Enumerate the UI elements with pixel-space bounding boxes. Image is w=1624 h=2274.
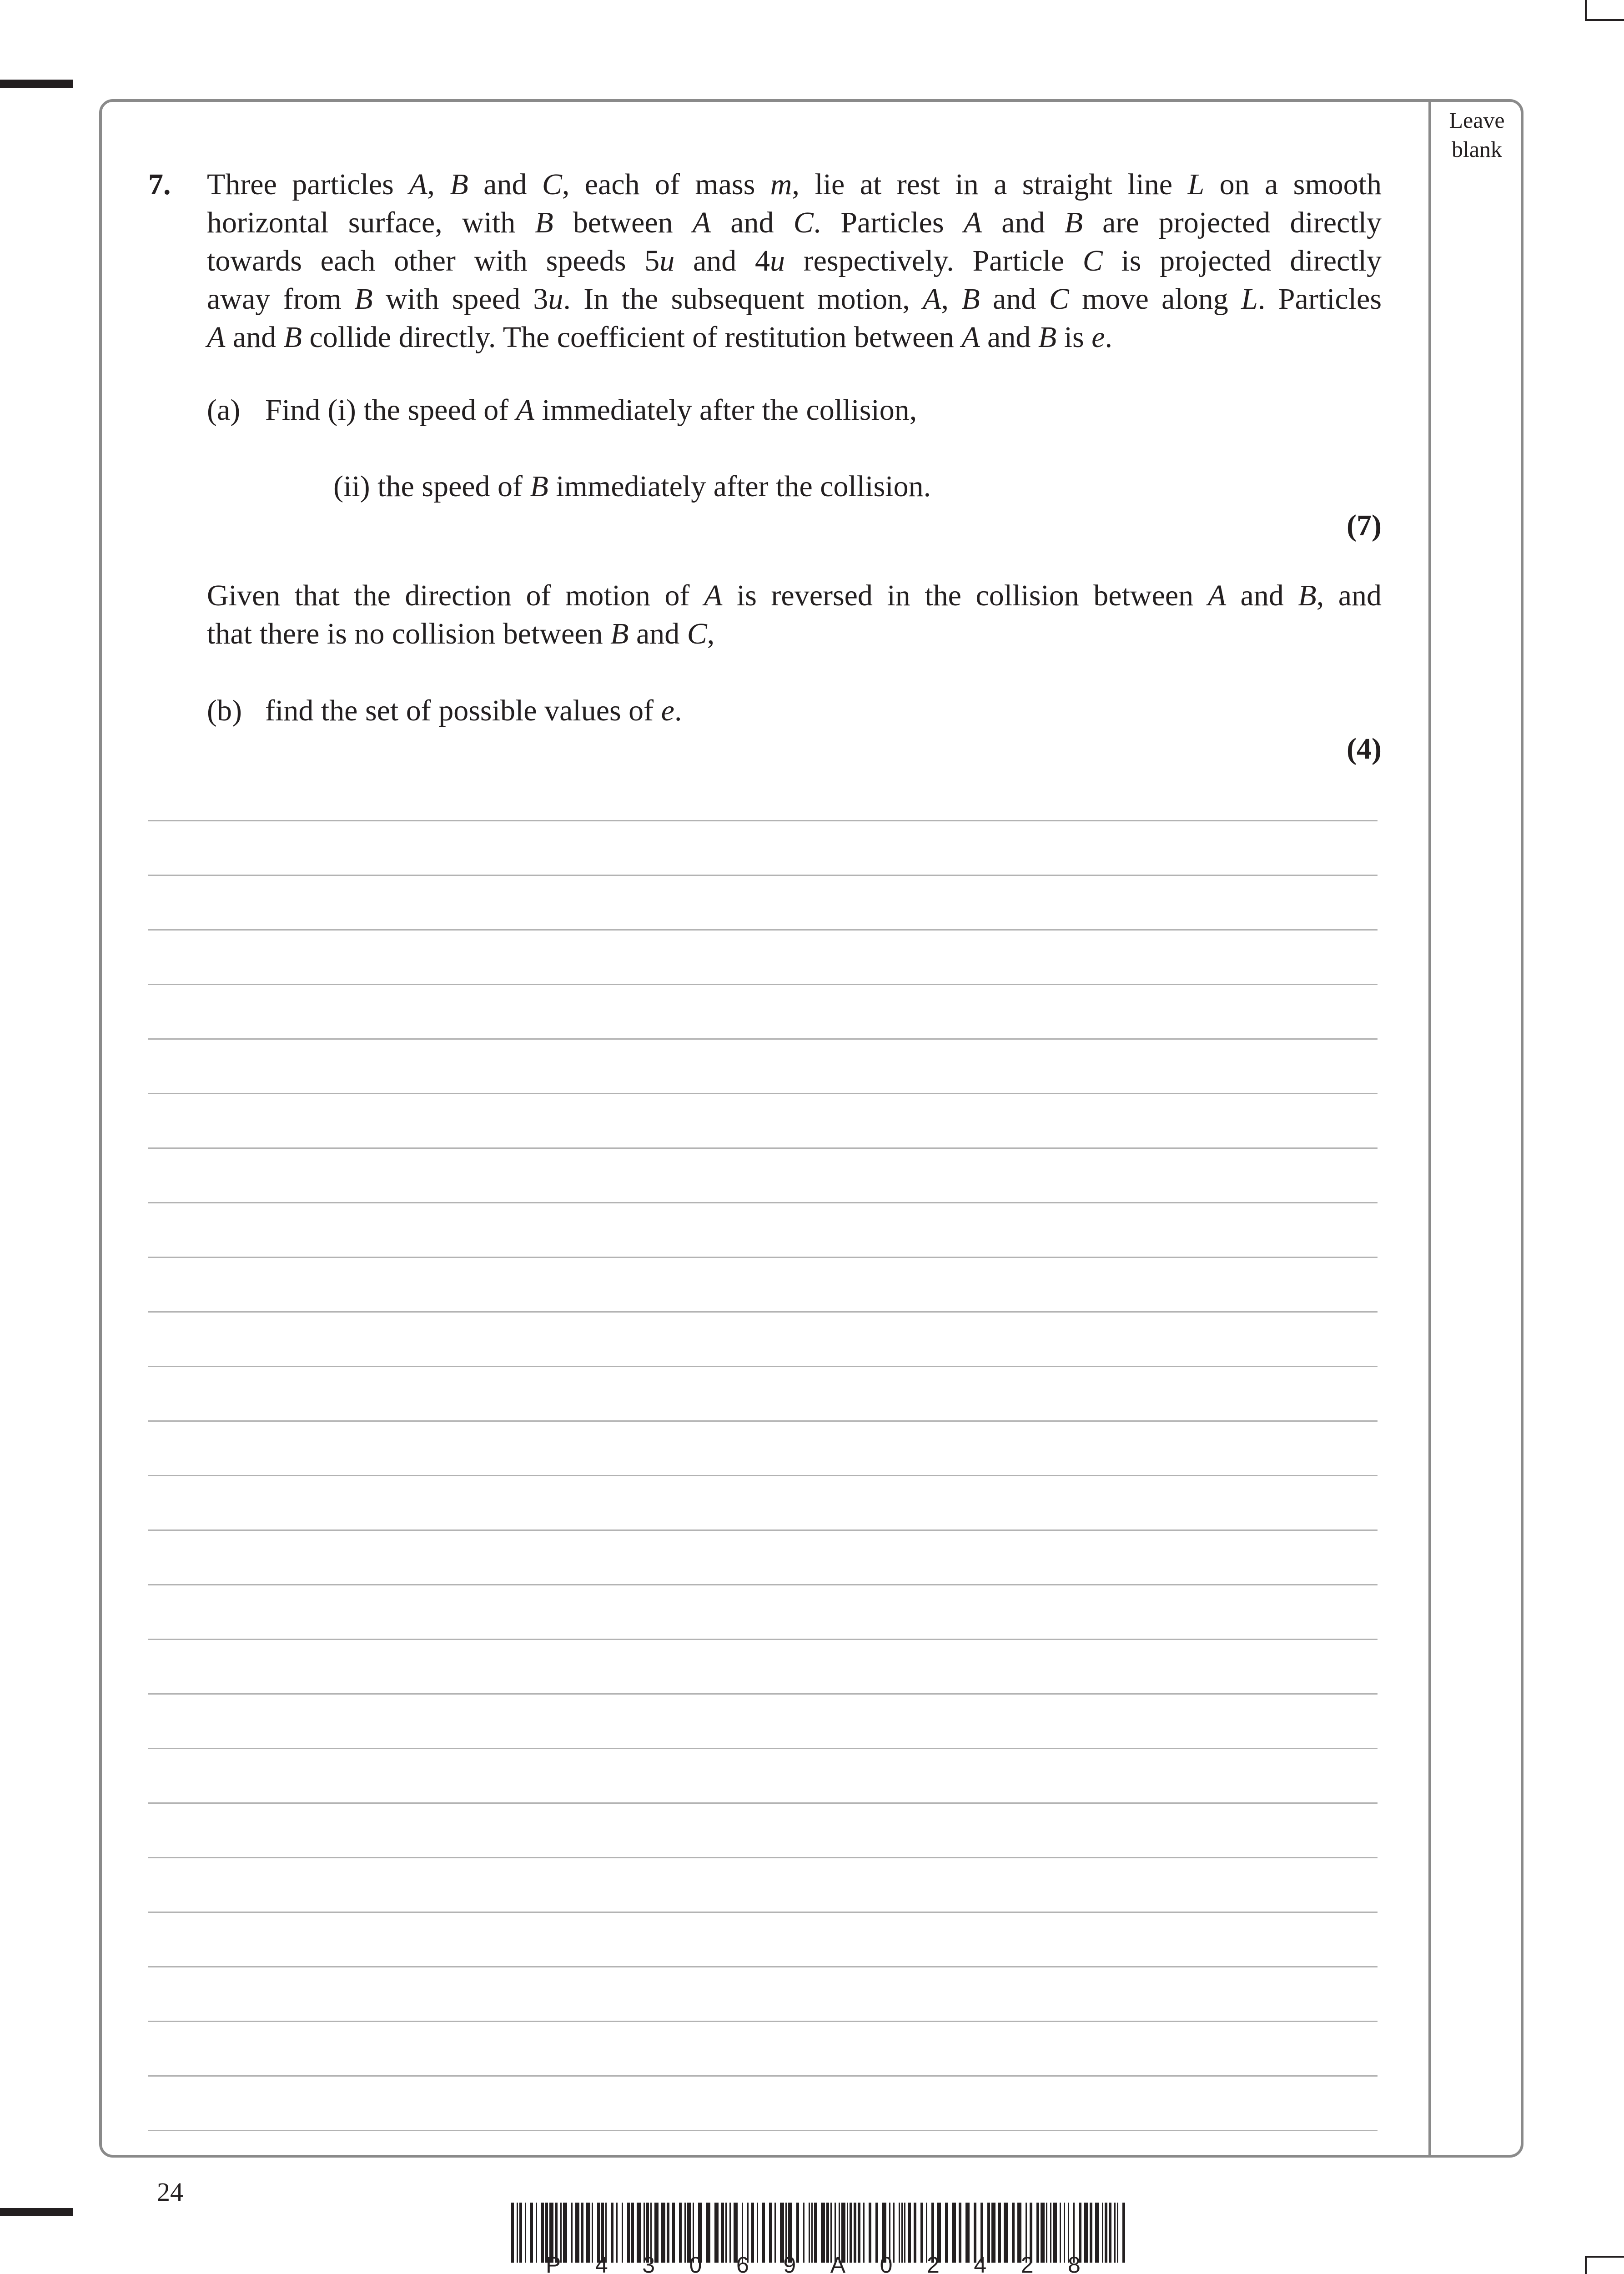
answer-line[interactable] bbox=[148, 984, 1378, 985]
leave-label: Leave bbox=[1449, 107, 1505, 133]
question-number: 7. bbox=[148, 168, 171, 201]
part-a-ii bbox=[333, 468, 931, 506]
text-run: immediately after the collision, bbox=[534, 393, 917, 427]
math-variable: u bbox=[659, 244, 675, 277]
text-run: are projected directly bbox=[1082, 206, 1382, 239]
math-variable: B bbox=[1038, 321, 1057, 354]
math-variable: e bbox=[661, 694, 674, 727]
part-b-label: (b) bbox=[207, 694, 242, 727]
text-run: , bbox=[941, 282, 962, 316]
math-variable: A bbox=[704, 579, 723, 612]
barcode-digit: 4 bbox=[595, 2252, 608, 2274]
barcode-bar bbox=[536, 2203, 537, 2263]
stem-line-2 bbox=[207, 204, 1382, 242]
answer-line[interactable] bbox=[148, 1529, 1378, 1531]
text-run: and bbox=[225, 321, 284, 354]
text-run: Three particles bbox=[207, 168, 409, 201]
text-run: that there is no collision between bbox=[207, 617, 611, 650]
math-variable: B bbox=[535, 206, 553, 239]
text-run: is bbox=[1056, 321, 1092, 354]
text-run: Given that the direction of motion of bbox=[207, 579, 704, 612]
barcode-digit: 4 bbox=[974, 2252, 987, 2274]
barcode-bar bbox=[519, 2203, 522, 2263]
answer-line[interactable] bbox=[148, 1257, 1378, 1258]
stem-line-1 bbox=[207, 166, 1382, 204]
text-run: and 4 bbox=[674, 244, 770, 277]
math-variable: A bbox=[516, 393, 535, 427]
math-variable: L bbox=[1241, 282, 1258, 316]
text-run: . Particles bbox=[1257, 282, 1382, 316]
math-variable: C bbox=[687, 617, 707, 650]
math-variable: A bbox=[692, 206, 711, 239]
math-variable: B bbox=[1298, 579, 1317, 612]
math-variable: B bbox=[450, 168, 468, 201]
page-number: 24 bbox=[157, 2177, 183, 2207]
math-variable: A bbox=[963, 206, 982, 239]
barcode-bar bbox=[530, 2203, 533, 2263]
math-variable: e bbox=[1091, 321, 1105, 354]
math-variable: A bbox=[961, 321, 980, 354]
text-run: , and bbox=[1316, 579, 1382, 612]
answer-line[interactable] bbox=[148, 1693, 1378, 1695]
math-variable: C bbox=[1082, 244, 1103, 277]
text-run: move along bbox=[1069, 282, 1242, 316]
answer-line[interactable] bbox=[148, 820, 1378, 821]
text-run: and bbox=[980, 321, 1038, 354]
math-variable: B bbox=[283, 321, 302, 354]
text-run: and bbox=[628, 617, 687, 650]
answer-line[interactable] bbox=[148, 2021, 1378, 2022]
barcode-digit: 0 bbox=[689, 2252, 702, 2274]
blank-label: blank bbox=[1451, 136, 1503, 162]
text-run: Find (i) the speed of bbox=[265, 393, 516, 427]
text-run: (ii) the speed of bbox=[333, 470, 530, 503]
barcode-digit: 6 bbox=[736, 2252, 749, 2274]
answer-line[interactable] bbox=[148, 1966, 1378, 1967]
answer-line[interactable] bbox=[148, 875, 1378, 876]
text-run: with speed 3 bbox=[372, 282, 548, 316]
answer-line[interactable] bbox=[148, 1420, 1378, 1422]
answer-line[interactable] bbox=[148, 1857, 1378, 1858]
answer-line[interactable] bbox=[148, 1748, 1378, 1749]
barcode-digit: P bbox=[546, 2252, 561, 2274]
text-run: immediately after the collision. bbox=[548, 470, 931, 503]
answer-line[interactable] bbox=[148, 1311, 1378, 1313]
text-run: and bbox=[468, 168, 542, 201]
barcode-bar bbox=[1090, 2203, 1092, 2263]
answer-line[interactable] bbox=[148, 2075, 1378, 2077]
edge-mark-bottom-left bbox=[0, 2208, 73, 2216]
math-variable: L bbox=[1187, 168, 1205, 201]
text-run: away from bbox=[207, 282, 355, 316]
math-variable: A bbox=[207, 321, 226, 354]
text-run: on a smooth bbox=[1204, 168, 1382, 201]
text-run: and bbox=[1226, 579, 1298, 612]
text-run: respectively. Particle bbox=[784, 244, 1083, 277]
stem-line-5 bbox=[207, 318, 1382, 357]
barcode-bar bbox=[517, 2203, 518, 2263]
math-variable: A bbox=[923, 282, 941, 316]
text-run: , bbox=[707, 617, 715, 650]
text-run: towards each other with speeds 5 bbox=[207, 244, 660, 277]
math-variable: A bbox=[1207, 579, 1227, 612]
math-variable: m bbox=[770, 168, 792, 201]
given-line-1 bbox=[207, 577, 1382, 615]
question-stem bbox=[207, 166, 1382, 357]
math-variable: u bbox=[769, 244, 785, 277]
answer-line[interactable] bbox=[148, 1202, 1378, 1203]
answer-line[interactable] bbox=[148, 1038, 1378, 1040]
text-run: is projected directly bbox=[1102, 244, 1382, 277]
text-run: horizontal surface, with bbox=[207, 206, 535, 239]
answer-line[interactable] bbox=[148, 1147, 1378, 1149]
barcode-digit: 0 bbox=[880, 2252, 893, 2274]
barcode-digit: 8 bbox=[1068, 2252, 1081, 2274]
math-variable: B bbox=[610, 617, 629, 650]
answer-line[interactable] bbox=[148, 1366, 1378, 1367]
text-run: , each of mass bbox=[562, 168, 770, 201]
answer-line[interactable] bbox=[148, 1584, 1378, 1585]
math-variable: B bbox=[1064, 206, 1083, 239]
text-run: find the set of possible values of bbox=[265, 694, 661, 727]
leave-blank-label bbox=[1433, 106, 1521, 164]
math-variable: C bbox=[542, 168, 562, 201]
barcode-bar bbox=[1114, 2203, 1116, 2263]
part-a-i bbox=[265, 391, 917, 429]
text-run: . In the subsequent motion, bbox=[563, 282, 923, 316]
text-run: and bbox=[980, 282, 1049, 316]
barcode-bar bbox=[1095, 2203, 1099, 2263]
text-run: , bbox=[427, 168, 450, 201]
math-variable: u bbox=[548, 282, 563, 316]
text-run: and bbox=[711, 206, 794, 239]
math-variable: C bbox=[1049, 282, 1069, 316]
math-variable: B bbox=[530, 470, 548, 503]
answer-line[interactable] bbox=[148, 1475, 1378, 1476]
barcode-bar bbox=[541, 2203, 544, 2263]
barcode-bar bbox=[1105, 2203, 1107, 2263]
math-variable: C bbox=[793, 206, 814, 239]
barcode-bar bbox=[525, 2203, 526, 2263]
text-run: is reversed in the collision between bbox=[722, 579, 1208, 612]
barcode-digit: 3 bbox=[642, 2252, 655, 2274]
part-a-marks: (7) bbox=[1347, 509, 1382, 542]
text-run: . bbox=[1105, 321, 1112, 354]
crop-mark-top-right-h bbox=[1585, 0, 1587, 20]
math-variable: B bbox=[961, 282, 980, 316]
barcode-bar bbox=[1109, 2203, 1111, 2263]
text-run: , lie at rest in a straight line bbox=[792, 168, 1188, 201]
part-a-label: (a) bbox=[207, 393, 241, 427]
barcode-digit: A bbox=[830, 2252, 846, 2274]
math-variable: B bbox=[354, 282, 373, 316]
barcode-bar bbox=[1117, 2203, 1118, 2263]
crop-mark-bottom-right-h bbox=[1585, 2256, 1624, 2258]
barcode-bar bbox=[511, 2203, 514, 2263]
edge-mark-top-left bbox=[0, 80, 73, 88]
answer-line[interactable] bbox=[148, 1639, 1378, 1640]
stem-line-3 bbox=[207, 242, 1382, 280]
text-run: between bbox=[553, 206, 693, 239]
given-line-2 bbox=[207, 615, 1382, 653]
barcode-digit: 2 bbox=[1021, 2252, 1034, 2274]
crop-mark-top-right-v bbox=[1585, 19, 1624, 21]
barcode-digits bbox=[546, 2251, 1081, 2274]
text-run: and bbox=[982, 206, 1065, 239]
barcode-digit: 9 bbox=[783, 2252, 796, 2274]
crop-mark-bottom-right-v bbox=[1585, 2256, 1587, 2274]
barcode-bar bbox=[1122, 2203, 1125, 2263]
text-run: collide directly. The coefficient of restitution between bbox=[302, 321, 962, 354]
answer-line[interactable] bbox=[148, 2130, 1378, 2131]
part-b-text bbox=[265, 692, 682, 730]
text-run: . Particles bbox=[813, 206, 964, 239]
given-text bbox=[207, 577, 1382, 653]
barcode-bar bbox=[1084, 2203, 1088, 2263]
leave-blank-margin-rule bbox=[1428, 99, 1431, 2158]
part-b-marks: (4) bbox=[1347, 732, 1382, 765]
text-run: . bbox=[674, 694, 682, 727]
math-variable: A bbox=[409, 168, 427, 201]
answer-line[interactable] bbox=[148, 929, 1378, 931]
stem-line-4 bbox=[207, 280, 1382, 318]
answer-line[interactable] bbox=[148, 1802, 1378, 1804]
barcode-bar bbox=[1102, 2203, 1103, 2263]
answer-line[interactable] bbox=[148, 1093, 1378, 1094]
answer-line[interactable] bbox=[148, 1912, 1378, 1913]
barcode-digit: 2 bbox=[926, 2252, 940, 2274]
